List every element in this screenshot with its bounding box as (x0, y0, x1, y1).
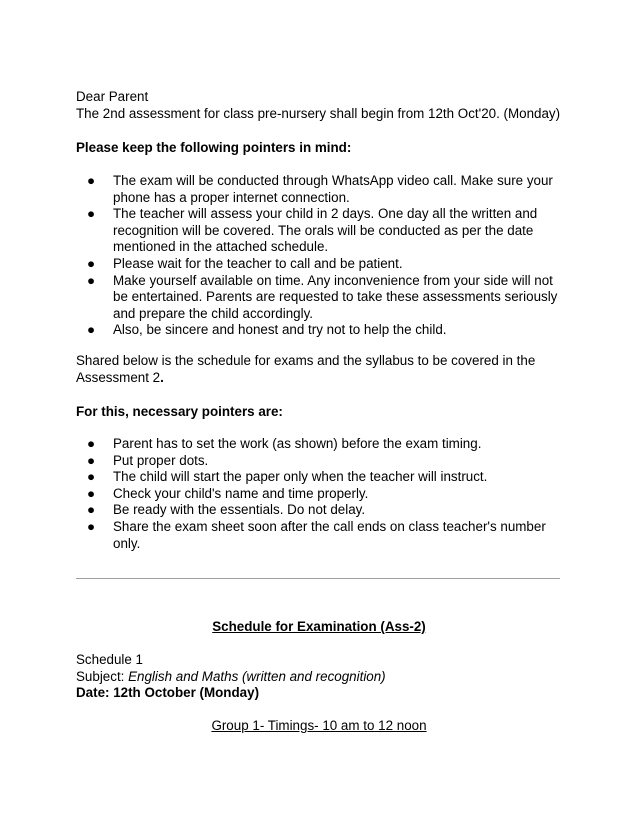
list-item: ● The exam will be conducted through WhatsApp video call. Make sure your phone has a proper internet connection. (87, 173, 553, 205)
intro-text: The 2nd assessment for class pre-nursery shall begin from 12th Oct'20. (Monday) (76, 106, 561, 121)
list-item: ● Check your child's name and time properly. (87, 485, 369, 501)
schedule-label: Schedule 1 (76, 652, 144, 667)
bullet-icon: ● (87, 206, 96, 222)
bullet-icon: ● (87, 272, 96, 288)
schedule-note-line2: Assessment 2. (76, 370, 164, 385)
bullet-icon: ● (87, 322, 96, 338)
bullet-icon: ● (87, 502, 96, 518)
bullet-icon: ● (87, 469, 96, 485)
list-item: ● Please wait for the teacher to call and be patient. (87, 255, 403, 271)
necessary-pointers-list (76, 436, 568, 552)
subject-value: English and Maths (written and recognition) (128, 669, 386, 684)
pointers-heading: Please keep the following pointers in mind: (76, 140, 352, 155)
bullet-icon: ● (87, 173, 96, 188)
bullet-icon: ● (87, 518, 96, 534)
pointers-list (76, 173, 568, 339)
list-item: ● Parent has to set the work (as shown) before the exam timing. (87, 436, 482, 451)
list-item: ● Put proper dots. (87, 452, 209, 468)
greeting: Dear Parent (76, 89, 149, 104)
list-item: ● The child will start the paper only when the teacher will instruct. (87, 469, 488, 485)
exam-date: Date: 12th October (Monday) (76, 685, 260, 700)
group-timing: Group 1- Timings- 10 am to 12 noon (211, 718, 427, 733)
bullet-icon: ● (87, 452, 96, 468)
list-item: ● The teacher will assess your child in 2 days. One day all the written and recognition will be covered. The orals will be conducted as per the date mentioned in the attached schedule. (87, 206, 538, 255)
list-item: ● Also, be sincere and honest and try not to help the child. (87, 322, 447, 338)
subject-line (76, 669, 576, 686)
bullet-icon: ● (87, 255, 96, 271)
list-item: ● Share the exam sheet soon after the call ends on class teacher's number only. (87, 518, 546, 551)
horizontal-divider (76, 578, 560, 579)
schedule-note-line1: Shared below is the schedule for exams and the syllabus to be covered in the (76, 353, 536, 368)
list-item: ● Be ready with the essentials. Do not delay. (87, 502, 366, 518)
bullet-icon: ● (87, 485, 96, 501)
list-item: ● Make yourself available on time. Any inconvenience from your side will not be entertained. Parents are requested to take these assessments seriously and prepare the child accordingly. (87, 272, 558, 321)
necessary-heading: For this, necessary pointers are: (76, 404, 283, 419)
subject-label: Subject: (76, 669, 129, 684)
schedule-title: Schedule for Examination (Ass-2) (212, 619, 426, 634)
bullet-icon: ● (87, 436, 96, 451)
